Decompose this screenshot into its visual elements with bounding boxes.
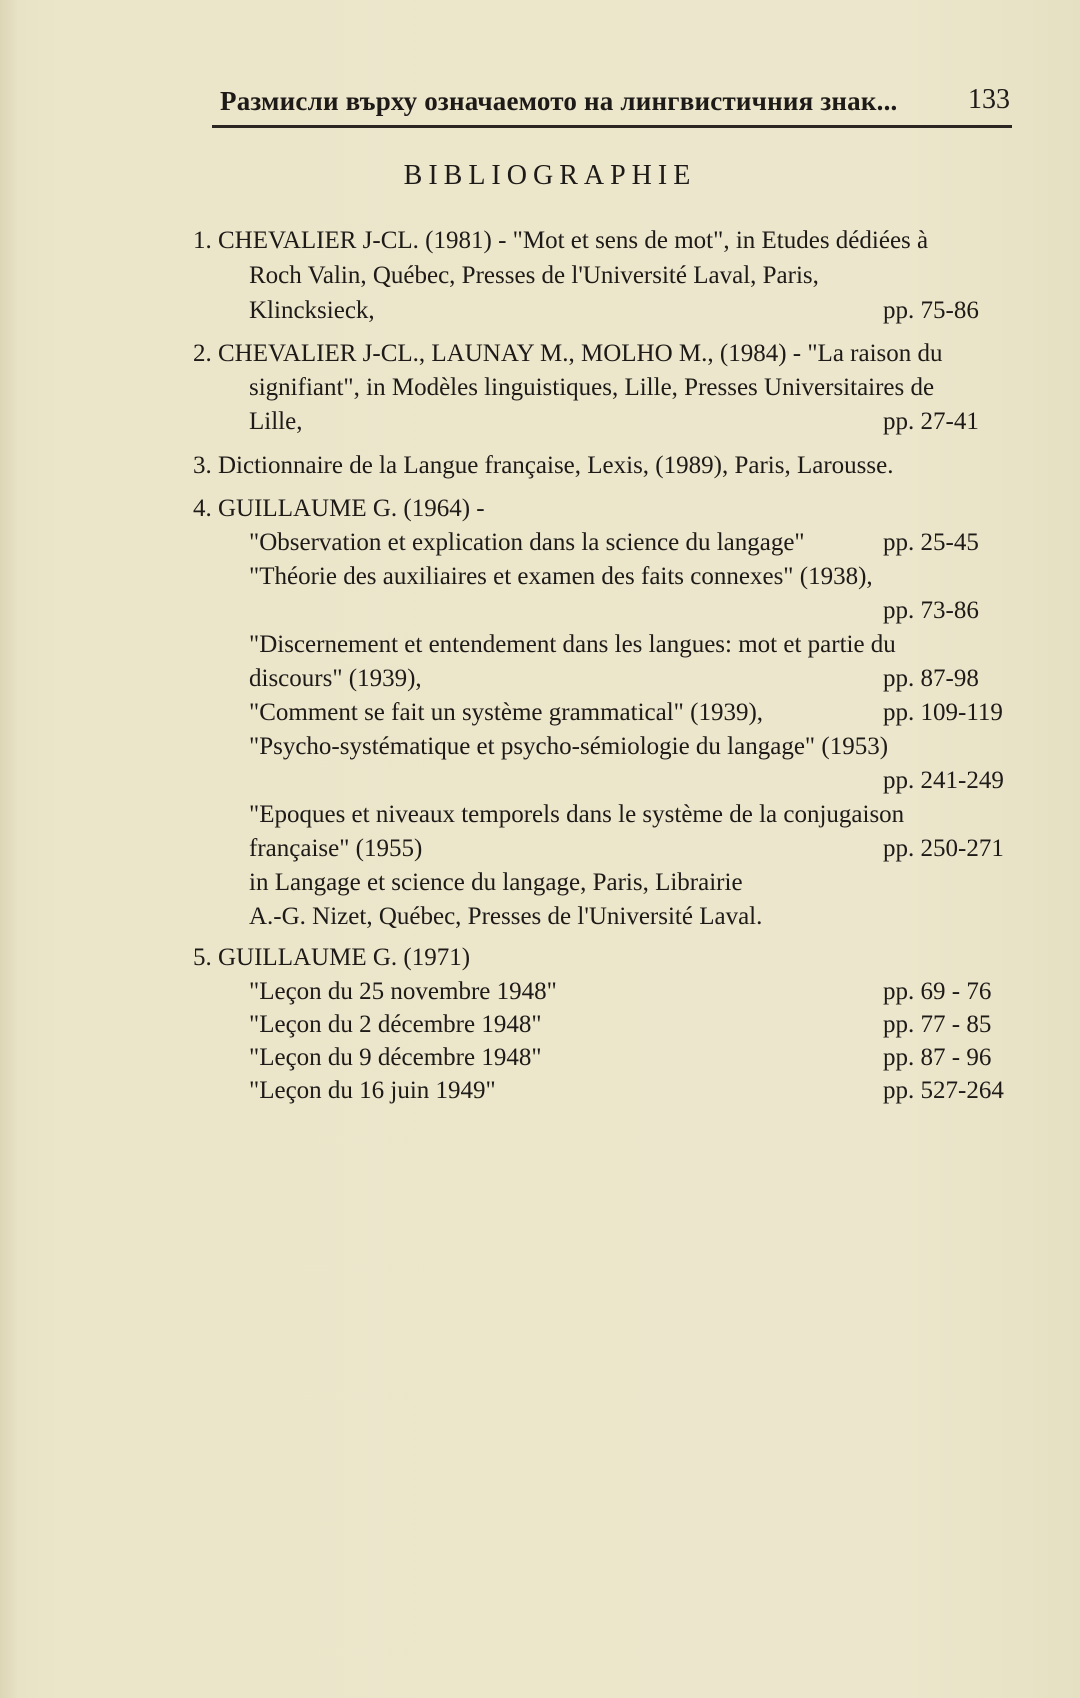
sub-item-pages: pp. 250-271 [883,835,1004,862]
sub-item: "Epoques et niveaux temporels dans le système de la conjugaison [249,801,905,828]
sub-item-pages: pp. 241-249 [883,767,1004,794]
sub-item-cont: discours" (1939), [249,665,422,692]
sub-item: "Leçon du 2 décembre 1948" [249,1011,542,1038]
sub-item: "Leçon du 16 juin 1949" [249,1077,496,1104]
entry-pages: pp. 75-86 [883,297,979,324]
sub-item-pages: pp. 25-45 [883,529,979,556]
sub-item: "Psycho-systématique et psycho-sémiologie du langage" (1953) [249,733,889,760]
sub-item-pages: pp. 77 - 85 [883,1011,992,1038]
source-line: in Langage et science du langage, Paris, Librairie [249,869,743,896]
entry-line: 2. CHEVALIER J-CL., LAUNAY M., MOLHO M., (1984) - "La raison du [193,340,943,367]
running-title: Размисли върху означаемото на лингвистичния знак... [220,86,898,116]
entry-line: Klincksieck, [249,297,375,324]
sub-item: "Leçon du 25 novembre 1948" [249,978,557,1005]
sub-item-pages: pp. 87 - 96 [883,1044,992,1071]
page-number: 133 [968,84,1010,115]
sub-item: "Observation et explication dans la science du langage" [249,529,805,556]
sub-item-pages: pp. 527-264 [883,1077,1004,1104]
sub-item-pages: pp. 109-119 [883,699,1003,726]
sub-item-pages: pp. 73-86 [883,597,979,624]
entry-line: Lille, [249,408,303,435]
sub-item: "Théorie des auxiliaires et examen des faits connexes" (1938), [249,563,873,590]
sub-item: "Comment se fait un système grammatical" (1939), [249,699,764,726]
source-line: A.-G. Nizet, Québec, Presses de l'Université Laval. [249,903,763,930]
entry-line: Roch Valin, Québec, Presses de l'Université Laval, Paris, [249,262,819,289]
section-title: BIBLIOGRAPHIE [403,160,697,191]
sub-item: "Leçon du 9 décembre 1948" [249,1044,542,1071]
entry-line: signifiant", in Modèles linguistiques, Lille, Presses Universitaires de [249,374,935,401]
running-head [0,82,1080,122]
entry-pages: pp. 27-41 [883,408,979,435]
entry-heading: 4. GUILLAUME G. (1964) - [193,495,485,522]
entry-line: 3. Dictionnaire de la Langue française, Lexis, (1989), Paris, Larousse. [193,452,894,479]
header-rule [212,125,1012,128]
entry-heading: 5. GUILLAUME G. (1971) [193,944,471,971]
sub-item-pages: pp. 87-98 [883,665,979,692]
sub-item-pages: pp. 69 - 76 [883,978,992,1005]
sub-item-cont: française" (1955) [249,835,423,862]
entry-line: 1. CHEVALIER J-CL. (1981) - "Mot et sens de mot", in Etudes dédiées à [193,227,929,254]
sub-item: "Discernement et entendement dans les langues: mot et partie du [249,631,896,658]
